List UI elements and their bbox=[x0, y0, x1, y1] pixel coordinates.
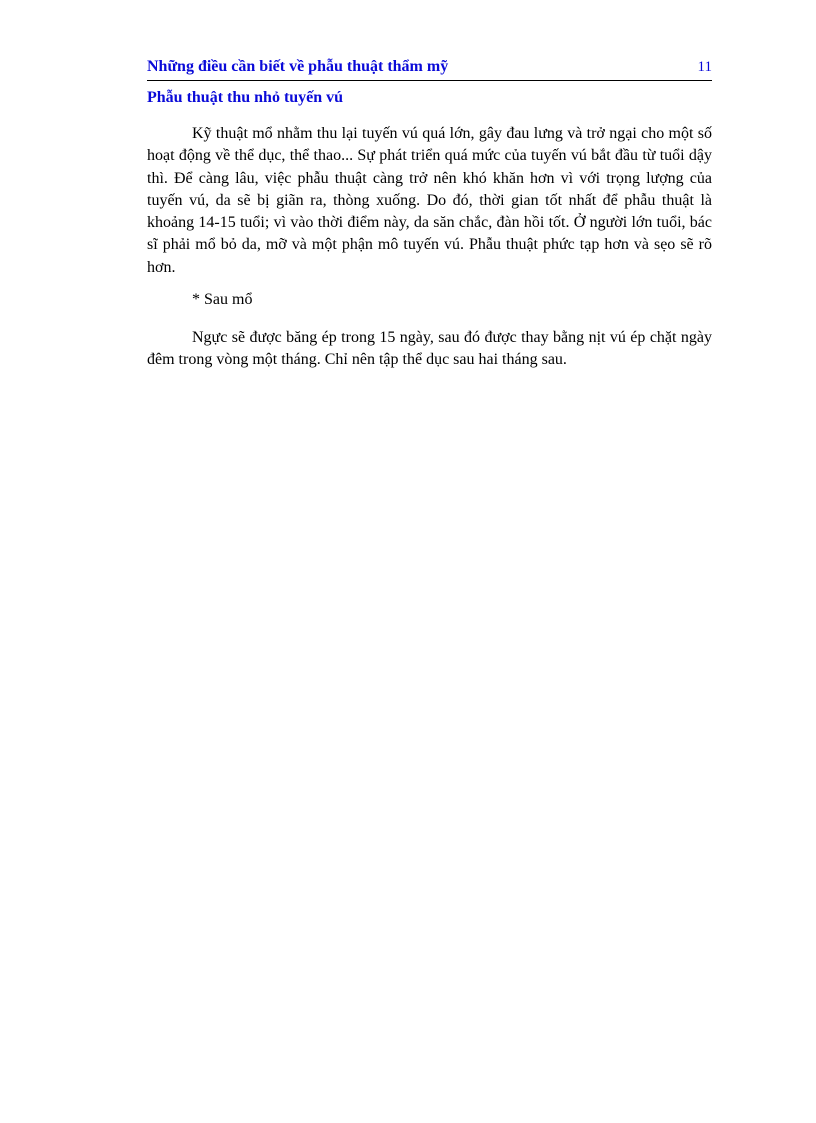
subheading-after-surgery: * Sau mổ bbox=[192, 291, 253, 308]
running-header-title: Những điều cần biết về phẫu thuật thẩm mỹ bbox=[147, 58, 449, 75]
running-header bbox=[147, 58, 712, 81]
body-paragraph: Kỹ thuật mổ nhằm thu lại tuyến vú quá lớn, gây đau lưng và trở ngại cho một số hoạt động về thể dục, thể thao... Sự phát triển quá mức của tuyến vú bắt đầu từ tuổi dậy thì. Để càng lâu, việc phẫu thuật càng trở nên khó khăn hơn vì với trọng lượng của tuyến vú, da sẽ bị giãn ra, thòng xuống. Do đó, thời gian tốt nhất để phẫu thuật là khoảng 14-15 tuổi; vì vào thời điểm này, da săn chắc, đàn hồi tốt. Ở người lớn tuổi, bác sĩ phải mổ bỏ da, mỡ và một phận mô tuyến vú. Phẫu thuật phức tạp hơn và sẹo sẽ rõ hơn. bbox=[147, 125, 712, 276]
section-heading: Phẫu thuật thu nhỏ tuyến vú bbox=[147, 89, 344, 106]
page-number: 11 bbox=[697, 59, 712, 75]
body-paragraph: Ngực sẽ được băng ép trong 15 ngày, sau đó được thay bằng nịt vú ép chặt ngày đêm trong vòng một tháng. Chỉ nên tập thể dục sau hai tháng sau. bbox=[147, 329, 712, 369]
